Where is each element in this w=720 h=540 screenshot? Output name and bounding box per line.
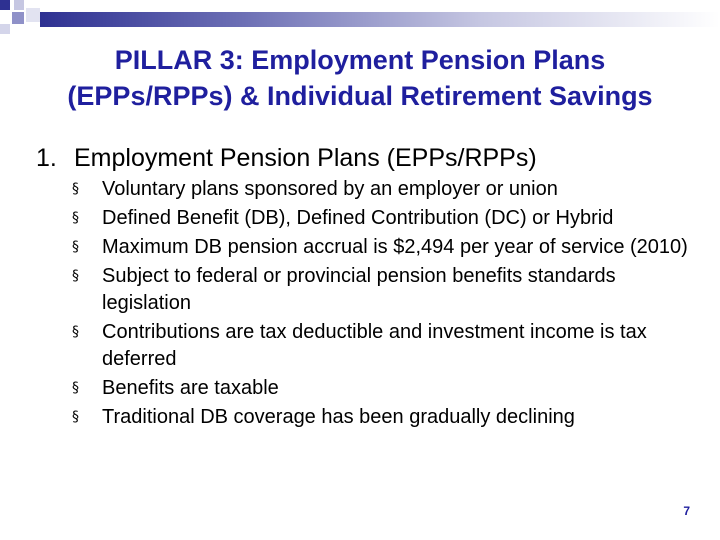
slide-title-line: PILLAR 3: Employment Pension Plans <box>114 45 606 75</box>
bullet-text: Traditional DB coverage has been gradually declining <box>102 406 575 428</box>
bullet-text: Voluntary plans sponsored by an employer or union <box>102 178 558 200</box>
bullet-text: Subject to federal or provincial pension benefits standards legislation <box>102 265 616 314</box>
bullet-item <box>72 176 692 203</box>
bullet-item <box>72 375 692 402</box>
bullet-marker-icon: § <box>72 239 79 255</box>
page-number: 7 <box>683 504 690 518</box>
bullet-item <box>72 319 692 373</box>
bullet-marker-icon: § <box>72 409 79 425</box>
bullet-marker-icon: § <box>72 181 79 197</box>
bullet-item <box>72 205 692 232</box>
bullet-item <box>72 404 692 431</box>
decor-square <box>0 24 10 34</box>
decor-square <box>0 0 10 10</box>
decorative-header <box>0 0 720 40</box>
bullet-marker-icon: § <box>72 210 79 226</box>
bullet-marker-icon: § <box>72 324 79 340</box>
bullet-item <box>72 234 692 261</box>
bullet-text: Maximum DB pension accrual is $2,494 per year of service (2010) <box>102 236 688 258</box>
section-heading-text: Employment Pension Plans (EPPs/RPPs) <box>74 144 537 172</box>
bullet-text: Benefits are taxable <box>102 377 279 399</box>
bullet-item <box>72 263 692 317</box>
bullet-marker-icon: § <box>72 380 79 396</box>
slide-title-line: (EPPs/RPPs) & Individual Retirement Savings <box>67 81 653 111</box>
bullet-text: Defined Benefit (DB), Defined Contribution (DC) or Hybrid <box>102 207 614 229</box>
bullet-marker-icon: § <box>72 268 79 284</box>
header-gradient-band <box>40 12 720 27</box>
decor-square <box>26 8 40 22</box>
section-number: 1. <box>36 144 57 172</box>
bullet-list <box>72 176 692 433</box>
decor-square <box>12 12 24 24</box>
section-heading <box>36 142 706 174</box>
decor-square <box>14 0 24 10</box>
slide-title <box>0 42 720 114</box>
bullet-text: Contributions are tax deductible and investment income is tax deferred <box>102 321 647 370</box>
